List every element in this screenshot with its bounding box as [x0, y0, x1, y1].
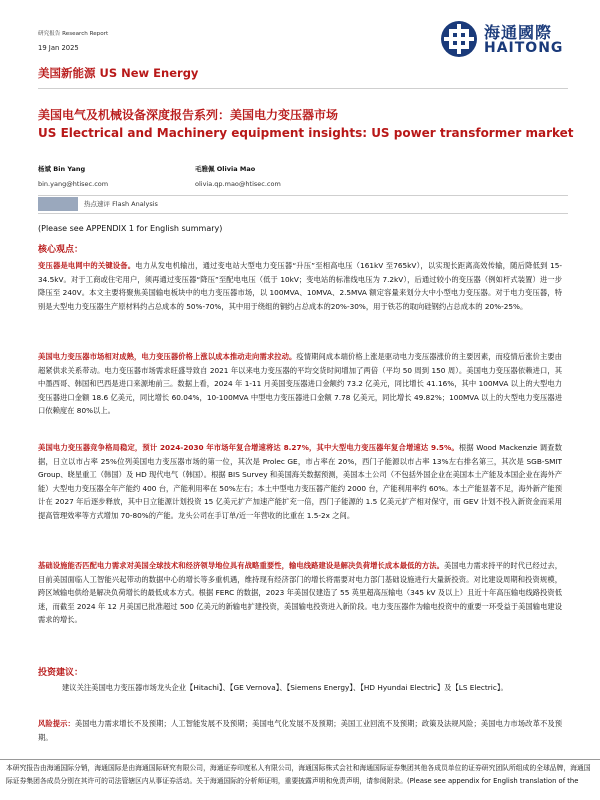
footer-disclaimer: 本研究报告由海通国际分销，海通国际是由海通国际研究有限公司，海通证券印度私人有限公司，海通国际株式会社和海通国际证券集团其他各成员单位的证券研究团队所组成的全球品牌，海通国际证券集团各成员分别在其许可的司法管辖区内从事证券活动。关于海通国际的分析师证明，重要披露声明和免责声明，请参阅附录。(Please see appendix for English translation of the [6, 764, 591, 785]
flash-divider-bottom [38, 213, 568, 214]
flash-marker [38, 197, 78, 211]
haitong-emblem-icon [440, 20, 478, 58]
core-paragraph-2-text: 疫情期间成本端价格上涨是驱动电力变压器涨价的主要因素，而疫情后涨价主要由超紧供求关系带动。电力变压器市场需求旺盛导致自 2021 年以来电力变压器的平均交货时间增加了两倍（平均 50 周到 150 周）。美国电力变压器依赖进口，其中墨西哥、韩国和巴西是进口来源地前三。数据上看，2024 年 1-11 月美国变压器进口金额约 73.2 亿美元，同比增长 41.16%，其中 100MVA 以上的大型电力变压器进口金额 18.6 亿美元，同比增长 60.04%，10-100MVA 中型电力变压器进口金额 7.78 亿美元，同比增长 49.82%；100MVA 以上的大型电力变压器进口依赖度在 80%以上。 [38, 352, 563, 415]
core-heading: 核心观点： [38, 245, 84, 255]
report-date: 19 Jan 2025 [38, 44, 79, 52]
risk-paragraph [38, 717, 562, 744]
author-2-email[interactable]: olivia.qp.mao@htisec.com [195, 180, 281, 188]
risk-lead: 风险提示： [38, 719, 75, 728]
flash-label: 热点速评 Flash Analysis [84, 200, 158, 208]
author-1-email[interactable]: bin.yang@htisec.com [38, 180, 109, 188]
core-paragraph-2-lead: 美国电力变压器市场相对成熟，电力变压器价格上涨以成本推动走向需求拉动。 [38, 352, 297, 361]
core-paragraph-4-text: 美国电力需求持平的时代已经过去，目前美国面临人工智能兴起带动的数据中心的增长等多重机遇，维持现有经济部门的增长将需要对电力部门基础设施进行大量新投资。对比建设周期和投资规模，跨区域输电供给是解决负荷增长的最低成本方式。根据 FERC 的数据，2023 年美国仅建造了 55 英里超高压输电（345 kV 及以上）且近十年高压输电线路投资低迷，而截至 2024 年 12 月美国已批准超过 500 亿美元的新输电扩建投资，美国输电投资进入新阶段。电力变压器作为输电投资中的重要一环受益于美国输电建设需求的增长。 [38, 561, 563, 624]
core-paragraph-3 [38, 441, 562, 522]
risk-text: 美国电力需求增长不及预期；人工智能发展不及预期；美国电气化发展不及预期；美国工业回流不及预期；政策及法规风险；美国电力市场改革不及预期。 [38, 719, 563, 742]
flash-divider [38, 195, 568, 196]
section-title: 美国新能源 US New Energy [38, 66, 199, 80]
core-paragraph-3-lead: 美国电力变压器竞争格局稳定，预计 2024-2030 年市场年复合增速将达 8.27%，其中大型电力变压器年复合增速达 9.5%。 [38, 443, 459, 452]
core-paragraph-3-text: 根据 Wood Mackenzie 调查数据，日立以市占率 25%位列美国电力变压器市场的第一位，其次是 Prolec GE，市占率在 20%，西门子能源以市占率 13%左右排名第三，其次是 SGB-SMIT Group、晓星重工（韩国）及 HD 现代电气（韩国）。根据 BIS Survey 和美国海关数据预测，美国本土公司（不包括外国企业在美国本土产能及本国企业在海外产能）大型电力变压器全年产能约 400 台，产能利用率在 50%左右；本土中型电力变压器产能约 2000 台，产能利用率约 60%。本土产能显著不足，海外新产能预计在 2027 年后逐步释放，其中日立能源计划投资 15 亿美元扩产加速产能扩充一倍，西门子能源的 1.5 亿美元扩产相对保守，而 GEV 计划不投入新资金而采用提高管理效率等方式增加 70-80%的产能。龙头公司在手订单/近一年营收的比重在 1.5-2x 之间。 [38, 443, 562, 520]
author-2-name: 毛雅佩 Olivia Mao [195, 165, 256, 173]
core-paragraph-2 [38, 350, 562, 418]
investment-heading: 投资建议： [38, 668, 84, 678]
logo-en: HAITONG [484, 40, 564, 56]
report-title-cn: 美国电气及机械设备深度报告系列：美国电力变压器市场 [38, 108, 339, 122]
logo-cn: 海通國際 [484, 23, 553, 42]
core-paragraph-4-lead: 基础设施能否匹配电力需求对美国全球技术和经济领导地位具有战略重要性，输电线路建设是解决负荷增长成本最低的方法。 [38, 561, 444, 570]
footer-divider [0, 759, 600, 760]
core-paragraph-1-text: 电力从发电机输出，通过变电站大型电力变压器“升压”至相高电压（161kV 至765kV），以实现长距离高效传输，随后降低到 15-34.5kV。对于工商或住宅用户，须再通过变压器“降压”至配电电压（低于 10kV；变电站的标准线电压为 7.2kV），后通过较小的变压器（例如杆式装置）进一步降压至 240V。本文主要将聚焦美国输电板块中的电力变压器市场，以 100MVA、10MVA、2.5MVA 额定容量来划分大中小型电力变压器。对于电力变压器，特别是大型电力变压器生产原材料约占总成本的 50%-70%，其中用于绕组的铜约占总成本的20%-30%，用于铁芯的取向硅钢约占总成本的 20%-25%。 [38, 261, 562, 311]
core-paragraph-4 [38, 559, 562, 627]
report-title-en: US Electrical and Machinery equipment insights: US power transformer market [38, 126, 574, 140]
section-divider [38, 88, 568, 89]
core-paragraph-1-lead: 变压器是电网中的关键设备。 [38, 261, 136, 270]
haitong-logo [440, 18, 570, 58]
report-type: 研究报告 Research Report [38, 31, 109, 37]
appendix-note: (Please see APPENDIX 1 for English summary) [38, 224, 223, 233]
investment-text: 建议关注美国电力变压器市场龙头企业【Hitachi】、【GE Vernova】、【Siemens Energy】、【HD Hyundai Electric】及【LS Electric】。 [62, 683, 508, 692]
author-1-name: 杨斌 Bin Yang [38, 165, 86, 173]
core-paragraph-1 [38, 259, 562, 313]
